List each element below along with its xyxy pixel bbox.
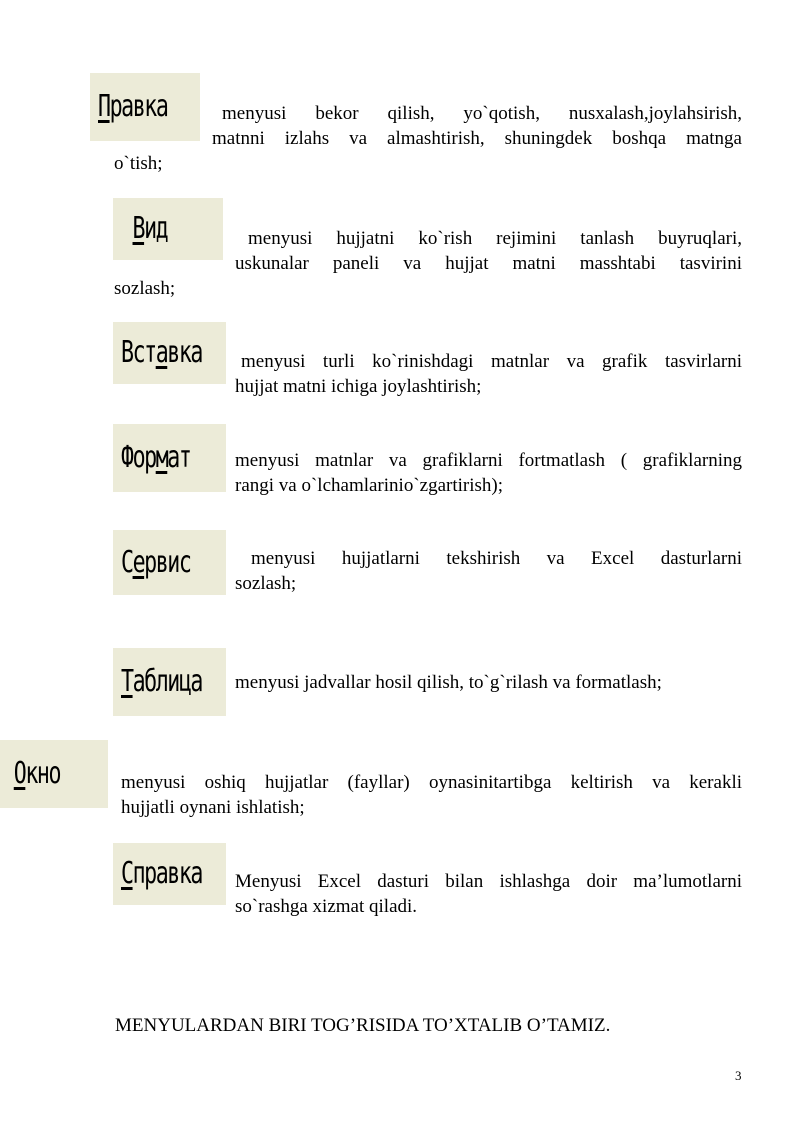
menu-image-label: Окно: [13, 756, 61, 791]
menu-image-servis: [113, 530, 226, 595]
menu-description-format: menyusi matnlar va grafiklarni fortmatlash ( grafiklarning rangi va o`lchamlarinio`zgartirish);: [235, 450, 742, 496]
menu-description-vstavka: menyusi turli ko`rinishdagi matnlar va grafik tasvirlarni hujjat matni ichiga joylashtirish;: [235, 351, 742, 397]
menu-image-vstavka: [113, 322, 226, 384]
menu-image-label: Формат: [121, 440, 191, 475]
menu-description-vid: menyusi hujjatni ko`rish rejimini tanlash buyruqlari, uskunalar paneli va hujjat matni masshtabi tasvirini sozlash;: [114, 228, 742, 299]
section-heading: MENYULARDAN BIRI TOG’RISIDA TO’XTALIB O’TAMIZ.: [115, 1015, 611, 1036]
menu-image-format: [113, 424, 226, 492]
menu-image-spravka: [113, 843, 226, 905]
page-number: 3: [735, 1068, 742, 1083]
menu-image-label: Правка: [98, 89, 168, 124]
menu-description-spravka: Menyusi Excel dasturi bilan ishlashga doir ma’lumotlarni so`rashga xizmat qiladi.: [235, 871, 742, 917]
menu-description-servis: menyusi hujjatlarni tekshirish va Excel dasturlarni sozlash;: [235, 548, 742, 594]
menu-image-label: Вставка: [121, 335, 202, 370]
menu-image-label: Таблица: [121, 664, 202, 699]
menu-image-label: Сервис: [121, 544, 191, 580]
menu-image-label: Вид: [132, 211, 168, 246]
menu-image-label: Справка: [121, 856, 202, 891]
menu-image-tablitsa: [113, 648, 226, 716]
menu-description-tablitsa: menyusi jadvallar hosil qilish, to`g`rilash va formatlash;: [235, 672, 662, 693]
menu-description-pravka: menyusi bekor qilish, yo`qotish, nusxalash,joylahsirish, matnni izlahs va almashtirish, shuningdek boshqa matnga o`tish;: [114, 103, 742, 174]
menu-image-okno: [0, 740, 108, 808]
menu-description-okno: menyusi oshiq hujjatlar (fayllar) oynasinitartibga keltirish va kerakli hujjatli oynani ishlatish;: [121, 772, 742, 818]
